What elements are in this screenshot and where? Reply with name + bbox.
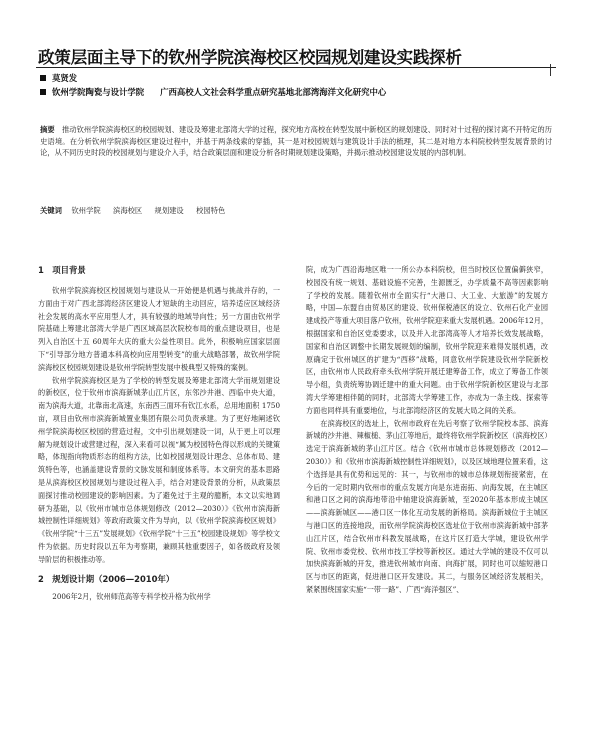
right-column [306, 264, 548, 597]
body-paragraph: 钦州学院滨海校区是为了学校的转型发展及筹建北部湾大学而规划建设的新校区，位于钦州市滨海新城茅山江片区，东邻沙井港、西临中央大道，南为滨海大道，北靠南北高速，东南西三面环有钦江水系，总用地面积 1750亩，项目由钦州市滨海新城置业集团有限公司负责承建。为了更好地阐述钦州学院滨海校区校园的营造过程，文中引出规划建设一词，从于更上可以理解为规划设计或营建过程，深入来看可以视“属为校园特色得以形成的关键策略，体现指向物质形态的组构方法，比如校园规划设计理念、总体布局、建筑特色等，也涵盖建设背景的文脉发展和制度体系等。本文研究的基本思路是从滨海校区校园规划与建设过程入手，结合对建设背景的分析，从政策层面探讨推动校园建设的影响因素。为了避免过于主观的臆断，本文以实地调研为基础，以《钦州市城市总体规划修改（2012—2030）》《钦州市滨海新城控制性详细规划》等政府政策文件为导向，以《钦州学院滨海校区规划》《钦州学院“十三五”发展规划》《钦州学院“十三五”校园建设规划》等学校文件为依据。历史时段以五年为考察期，兼顾其他重要因子，如各级政府及领导阶层的积极推动等。 [38, 375, 280, 564]
bullet-square-icon [40, 89, 46, 95]
keyword-item: 钦州学院 [71, 206, 101, 215]
author-row [40, 72, 77, 84]
affiliation-center: 广西高校人文社会科学重点研究基地北部湾海洋文化研究中心 [160, 87, 387, 97]
left-column [38, 264, 280, 603]
paper-title: 政策层面主导下的钦州学院滨海校区校园规划建设实践探析 [38, 48, 462, 67]
author-name: 莫贤发 [52, 73, 78, 83]
keywords [40, 206, 552, 216]
body-paragraph: 2006年2月，钦州师范高等专科学校升格为钦州学 [52, 591, 211, 601]
section-heading: 1 项目背景 [38, 265, 86, 275]
keyword-item: 滨海校区 [113, 206, 143, 215]
abstract-text: 推动钦州学院滨海校区的校园规划、建设及筹建北部湾大学的过程，探究地方高校在转型发展中新校区的规划建设、同时对十过程的探讨离不开特定的历史语境。在分析钦州学院滨海校区建设过程中，并基于两条线索的穿插，其一是对校园规划与建筑设计手法的梳理，其二是对地方本科院校转型发展背景的讨论，从不同历史时段的校园规划与建设介入手，结合政策层面和建设分析各时期规划建设策略，并揭示推动校园建设发展的内部机制。 [40, 125, 553, 158]
affiliation-row [40, 86, 386, 98]
title-rule [36, 67, 556, 68]
body-paragraph: 钦州学院滨海校区校园规划与建设从一开始便是机遇与挑战并存的，一方面由于对广西北部湾经济区建设人才短缺的主动回应，培养适应区域经济社会发展的高水平应用型人才，具有较强的地域导向性；另一方面由钦州学院基础上筹建北部湾大学是广西区域高层次院校布局的重点建设项目，也是列入自治区十五 60周年大庆的重大公益性项目。此外，积极响应国家层面下“引导部分地方普通本科高校向应用型转变”的重大战略部署，故钦州学院滨海校区校园规划建设是钦州学院转型发展中极典型又特殊的案例。 [38, 286, 280, 372]
bullet-square-icon [40, 75, 46, 81]
section-heading: 2 规划设计期（2006—2010年） [38, 573, 175, 584]
keywords-label: 关键词 [40, 206, 62, 215]
abstract-label: 摘要 [40, 125, 55, 134]
body-paragraph: 在滨海校区的选址上，钦州市政府在先后考察了钦州学院校本部、滨海新城的沙井港、辣椒槌、茅山江等地后，最终将钦州学院新校区（滨海校区）选定于滨海新城的茅山江片区。结合《钦州市城市总体规划修改（2012—2030）》和《钦州市滨海新城控制性详细规划》，以及区域地理位置来看，这个选择是具有优势和远见的：其一，与钦州市的城市总体规划衔接紧密，在今后的一定时期内钦州市的重点发展方向是东进南拓、向海发展，在主城区和港口区之间的滨海地带沿中轴建设滨海新城，至2020年基本形成主城区——滨海新城区——港口区一体化互动发展的新格局。滨海新城位于主城区与港口区的连接地段，而钦州学院滨海校区选址位于钦州市滨海新城中部茅山江片区，结合钦州市科教发展战略，在这片区打造大学城，建设钦州学院、钦州市委党校、钦州市技工学校等新校区。通过大学城的建设不仅可以加快滨海新城的开发，推进钦州城市向南、向海扩展，同时也可以缩短港口区与市区的距离，促进港口区开发建设。其二，与服务区域经济发展相关，紧紧围绕国家实施“一带一路”、广西“海洋强区”、 [306, 418, 548, 594]
body-paragraph: 院，成为广西沿海地区唯一一所公办本科院校，但当时校区位置偏僻狭窄，校园没有统一规划、基础设施不完善，生源匮乏，办学质量不高等因素影响了学校的发展。随着钦州市全面实行“大港口、大工业、大旅游”的发展方略，中国—东盟自由贸易区的建设、钦州保税港区的设立、钦州石化产业园建成投产等重大项目落户钦州，钦州学院迎来重大发展机遇。2006年12月，根据国家和自治区党委要求，以及并入北部湾高等人才培养长效发展战略，国家和自治区调整中长期发展规划的编制，钦州学院迎来难得发展机遇，改原确定于钦州城区的扩建为“西移”战略，同意钦州学院建设钦州学院新校区，由钦州市人民政府牵头钦州学院开展迁建筹备工作，成立了筹备工作领导小组，负责统筹协调迁建中的重大问题。由于钦州学院新校区建设与北部湾大学筹建相伴随的同时，北部湾大学筹建工作，亦成为一条主线、探索等方面也同样具有重要地位，与北部湾经济区的发展大局之间的关系。 [306, 265, 548, 415]
keyword-item: 规划建设 [154, 206, 184, 215]
affiliation-institution: 钦州学院陶瓷与设计学院 [52, 87, 145, 97]
keyword-item: 校园特色 [196, 206, 226, 215]
abstract [40, 124, 552, 159]
margin-mark [550, 64, 551, 76]
